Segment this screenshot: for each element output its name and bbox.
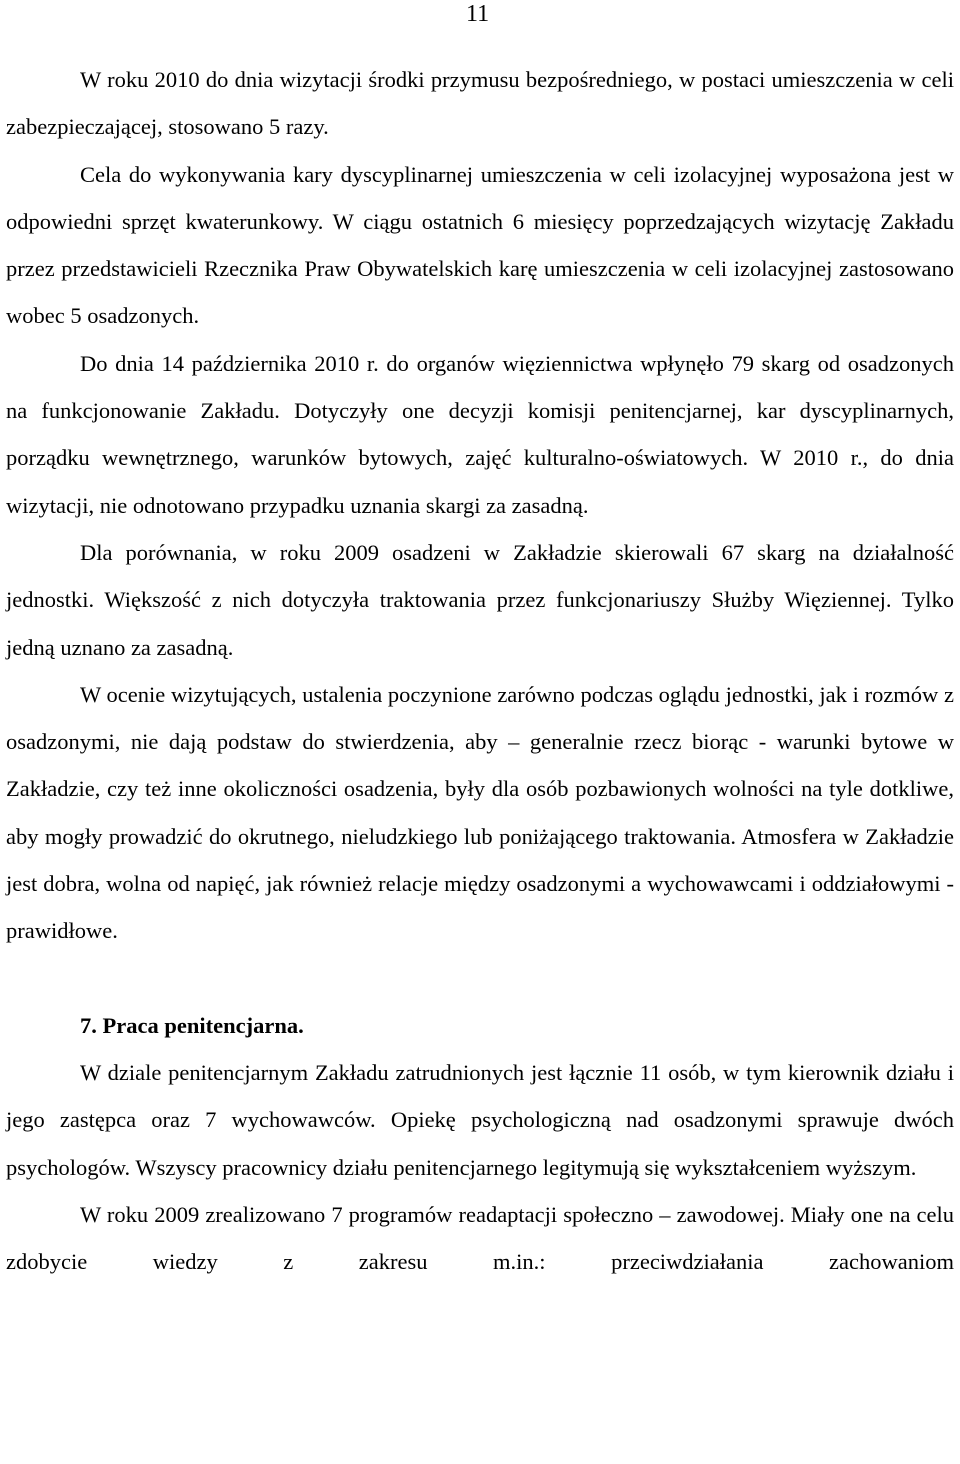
paragraph-readaptation-programs: W roku 2009 zrealizowano 7 programów readaptacji społeczno – zawodowej. Miały one na celu zdobycie wiedzy z zakresu m.in.: przeciwdziałania zachowaniom — [6, 1201, 954, 1275]
paragraph-assessment: W ocenie wizytujących, ustalenia poczynione zarówno podczas oglądu jednostki, jak i rozmów z osadzonymi, nie dają podstaw do stwierdzenia, aby – generalnie rzecz biorąc - warunki bytowe w Zakładzie, czy też inne okoliczności osadzenia, były dla osób pozbawionych wolności na tyle dotkliwe, aby mogły prowadzić do okrutnego, nieludzkiego lub poniżającego traktowania. Atmosfera w Zakładzie jest dobra, wolna od napięć, jak również relacje między osadzonymi a wychowawcami i oddziałowymi - prawidłowe. — [6, 681, 954, 944]
document-body — [6, 56, 954, 1285]
paragraph-penitentiary-staff: W dziale penitencjarnym Zakładu zatrudnionych jest łącznie 11 osób, w tym kierownik działu i jego zastępca oraz 7 wychowawców. Opiekę psychologiczną nad osadzonymi sprawuje dwóch psychologów. Wszyscy pracownicy działu penitencjarnego legitymują się wykształceniem wyższym. — [6, 1059, 954, 1180]
section-heading-penitentiary-work: 7. Praca penitencjarna. — [80, 1012, 304, 1038]
paragraph-isolation-cell: Cela do wykonywania kary dyscyplinarnej umieszczenia w celi izolacyjnej wyposażona jest w odpowiedni sprzęt kwaterunkowy. W ciągu ostatnich 6 miesięcy poprzedzających wizytację Zakładu przez przedstawicieli Rzecznika Praw Obywatelskich karę umieszczenia w celi izolacyjnej zastosowano wobec 5 osadzonych. — [6, 161, 954, 329]
paragraph-complaints-2010: Do dnia 14 października 2010 r. do organów więziennictwa wpłynęło 79 skarg od osadzonych na funkcjonowanie Zakładu. Dotyczyły one decyzji komisji penitencjarnej, kar dyscyplinarnych, porządku wewnętrznego, warunków bytowych, zajęć kulturalno-oświatowych. W 2010 r., do dnia wizytacji, nie odnotowano przypadku uznania skargi za zasadną. — [6, 350, 954, 518]
paragraph-complaints-2009: Dla porównania, w roku 2009 osadzeni w Zakładzie skierowali 67 skarg na działalność jednostki. Większość z nich dotyczyła traktowania przez funkcjonariuszy Służby Więziennej. Tylko jedną uznano za zasadną. — [6, 539, 954, 660]
paragraph-coercion-measures: W roku 2010 do dnia wizytacji środki przymusu bezpośredniego, w postaci umieszczenia w celi zabezpieczającej, stosowano 5 razy. — [6, 67, 954, 140]
page-number: 11 — [466, 1, 490, 27]
